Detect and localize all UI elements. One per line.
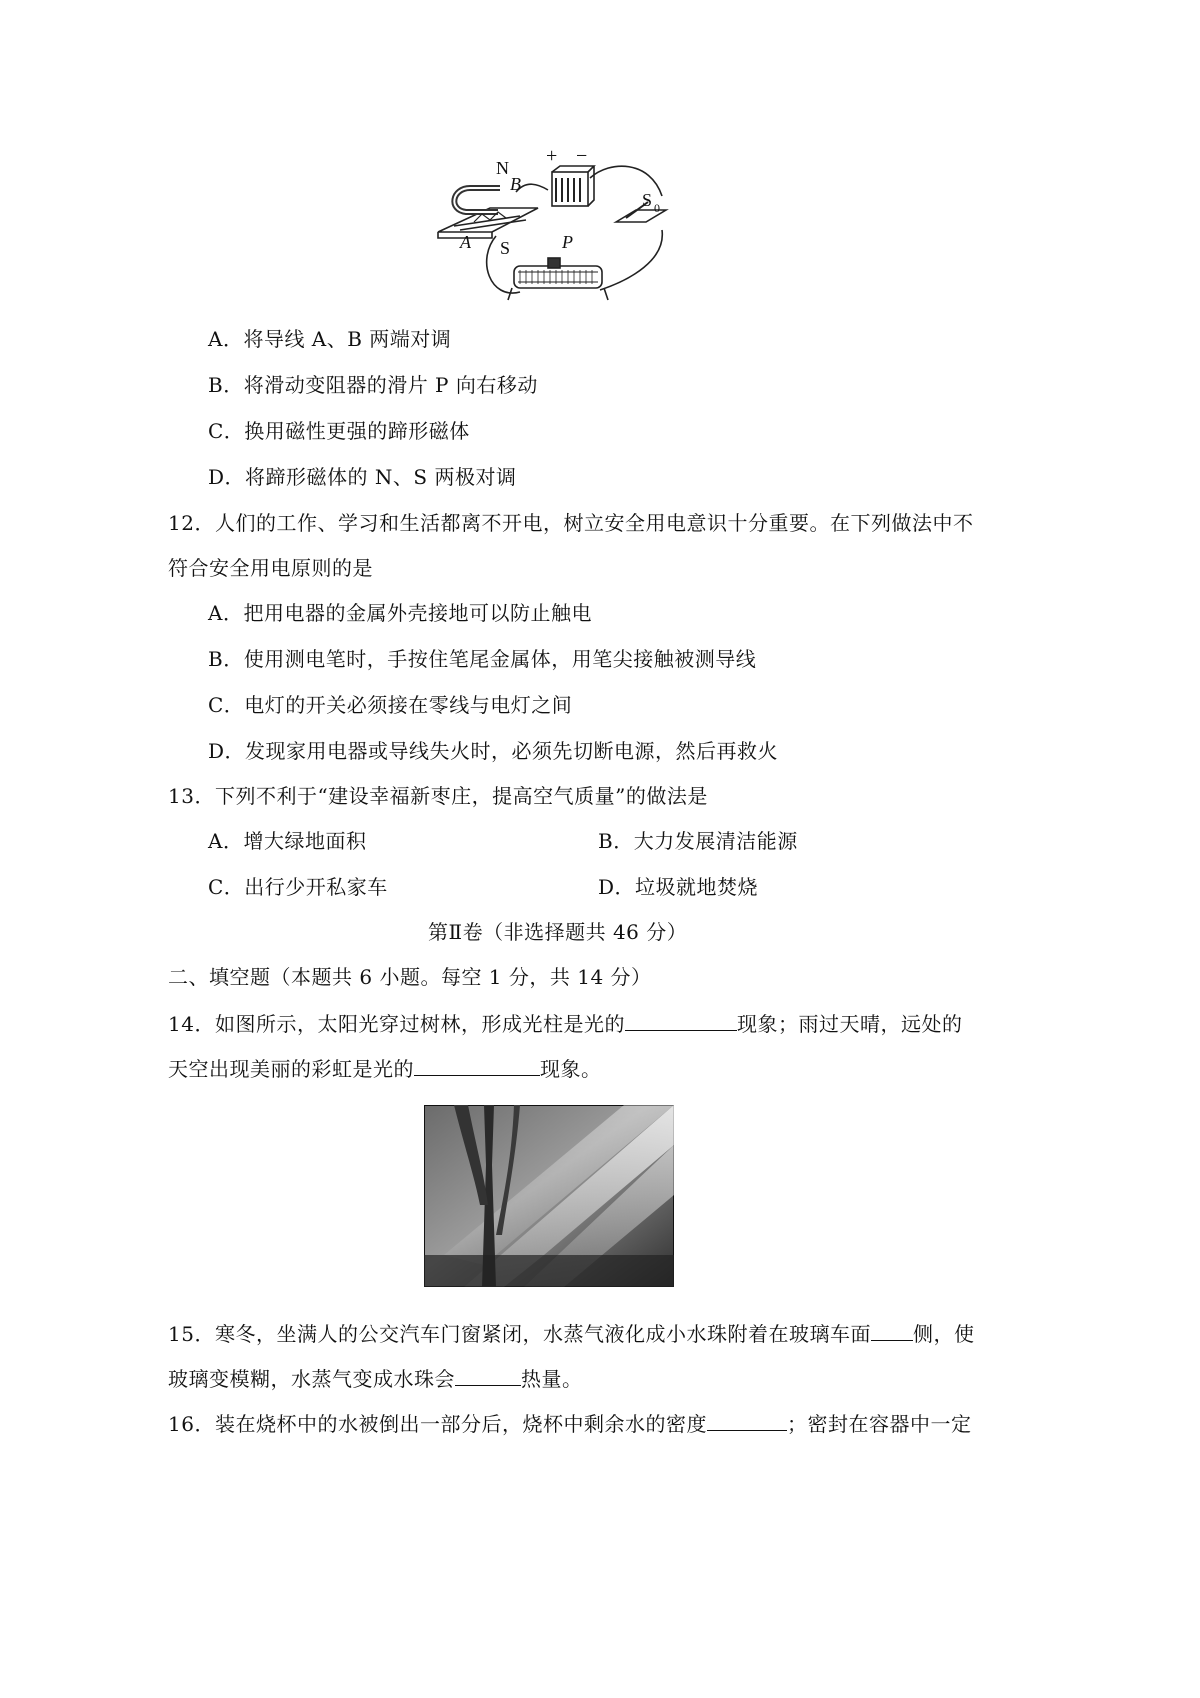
q16-line1 bbox=[168, 1410, 971, 1437]
label-minus: − bbox=[576, 150, 588, 167]
q15-blank-2[interactable] bbox=[455, 1365, 521, 1386]
q16-text-1b: ；密封在容器中一定 bbox=[786, 1412, 972, 1436]
label-switch: S bbox=[642, 190, 653, 210]
q15-text-2b: 热量。 bbox=[521, 1367, 583, 1391]
q13-option-a: A．增大绿地面积 bbox=[208, 829, 367, 853]
q13-stem: 13．下列不利于“建设幸福新枣庄，提高空气质量”的做法是 bbox=[168, 784, 708, 808]
q15-text-1a: 15．寒冬，坐满人的公交汽车门窗紧闭，水蒸气液化成小水珠附着在玻璃车面 bbox=[168, 1322, 871, 1346]
q15-blank-1[interactable] bbox=[871, 1320, 913, 1341]
q14-text-2b: 现象。 bbox=[540, 1057, 602, 1081]
q15-text-1b: 侧，使 bbox=[912, 1322, 975, 1346]
q14-text-1a: 14．如图所示，太阳光穿过树林，形成光柱是光的 bbox=[168, 1012, 625, 1036]
q12-option-c: C．电灯的开关必须接在零线与电灯之间 bbox=[208, 693, 573, 717]
q11-option-b: B．将滑动变阻器的滑片 P 向右移动 bbox=[208, 373, 538, 397]
part2-title: 第Ⅱ卷（非选择题共 46 分） bbox=[428, 920, 688, 944]
q12-option-d: D．发现家用电器或导线失火时，必须先切断电源，然后再救火 bbox=[208, 739, 779, 763]
q13-option-d: D．垃圾就地焚烧 bbox=[598, 875, 759, 899]
section-heading: 二、填空题（本题共 6 小题。每空 1 分，共 14 分） bbox=[168, 965, 652, 989]
label-n: N bbox=[496, 158, 509, 178]
q15-text-2a: 玻璃变模糊，水蒸气变成水珠会 bbox=[168, 1367, 455, 1391]
q12-stem-line1: 12．人们的工作、学习和生活都离不开电，树立安全用电意识十分重要。在下列做法中不 bbox=[168, 511, 974, 535]
q14-blank-1[interactable] bbox=[625, 1010, 737, 1031]
label-plus: + bbox=[546, 150, 558, 167]
q11-option-d: D．将蹄形磁体的 N、S 两极对调 bbox=[208, 465, 517, 489]
q14-text-1b: 现象；雨过天晴，远处的 bbox=[736, 1012, 963, 1036]
q14-text-2a: 天空出现美丽的彩虹是光的 bbox=[168, 1057, 414, 1081]
q14-line1 bbox=[168, 1010, 962, 1037]
battery bbox=[552, 172, 588, 206]
q12-option-b: B．使用测电笔时，手按住笔尾金属体，用笔尖接触被测导线 bbox=[208, 647, 757, 671]
q16-text-1a: 16．装在烧杯中的水被倒出一部分后，烧杯中剩余水的密度 bbox=[168, 1412, 707, 1436]
label-s: S bbox=[500, 238, 511, 258]
forest-light-photo bbox=[424, 1105, 674, 1287]
q12-stem-line2: 符合安全用电原则的是 bbox=[168, 556, 373, 580]
q15-line2 bbox=[168, 1365, 583, 1392]
q13-option-c: C．出行少开私家车 bbox=[208, 875, 388, 899]
q11-option-a: A．将导线 A、B 两端对调 bbox=[208, 327, 452, 351]
label-b: B bbox=[510, 174, 521, 194]
q14-line2 bbox=[168, 1055, 602, 1082]
q12-option-a: A．把用电器的金属外壳接地可以防止触电 bbox=[208, 601, 592, 625]
circuit-figure bbox=[430, 150, 680, 310]
q14-blank-2[interactable] bbox=[414, 1055, 540, 1076]
label-p: P bbox=[562, 232, 573, 252]
label-a: A bbox=[460, 232, 471, 252]
q15-line1 bbox=[168, 1320, 974, 1347]
q16-blank-1[interactable] bbox=[707, 1410, 787, 1431]
label-switch-sub: 0 bbox=[654, 201, 660, 215]
q13-option-b: B．大力发展清洁能源 bbox=[598, 829, 798, 853]
q11-option-c: C．换用磁性更强的蹄形磁体 bbox=[208, 419, 470, 443]
rheostat bbox=[514, 266, 602, 288]
